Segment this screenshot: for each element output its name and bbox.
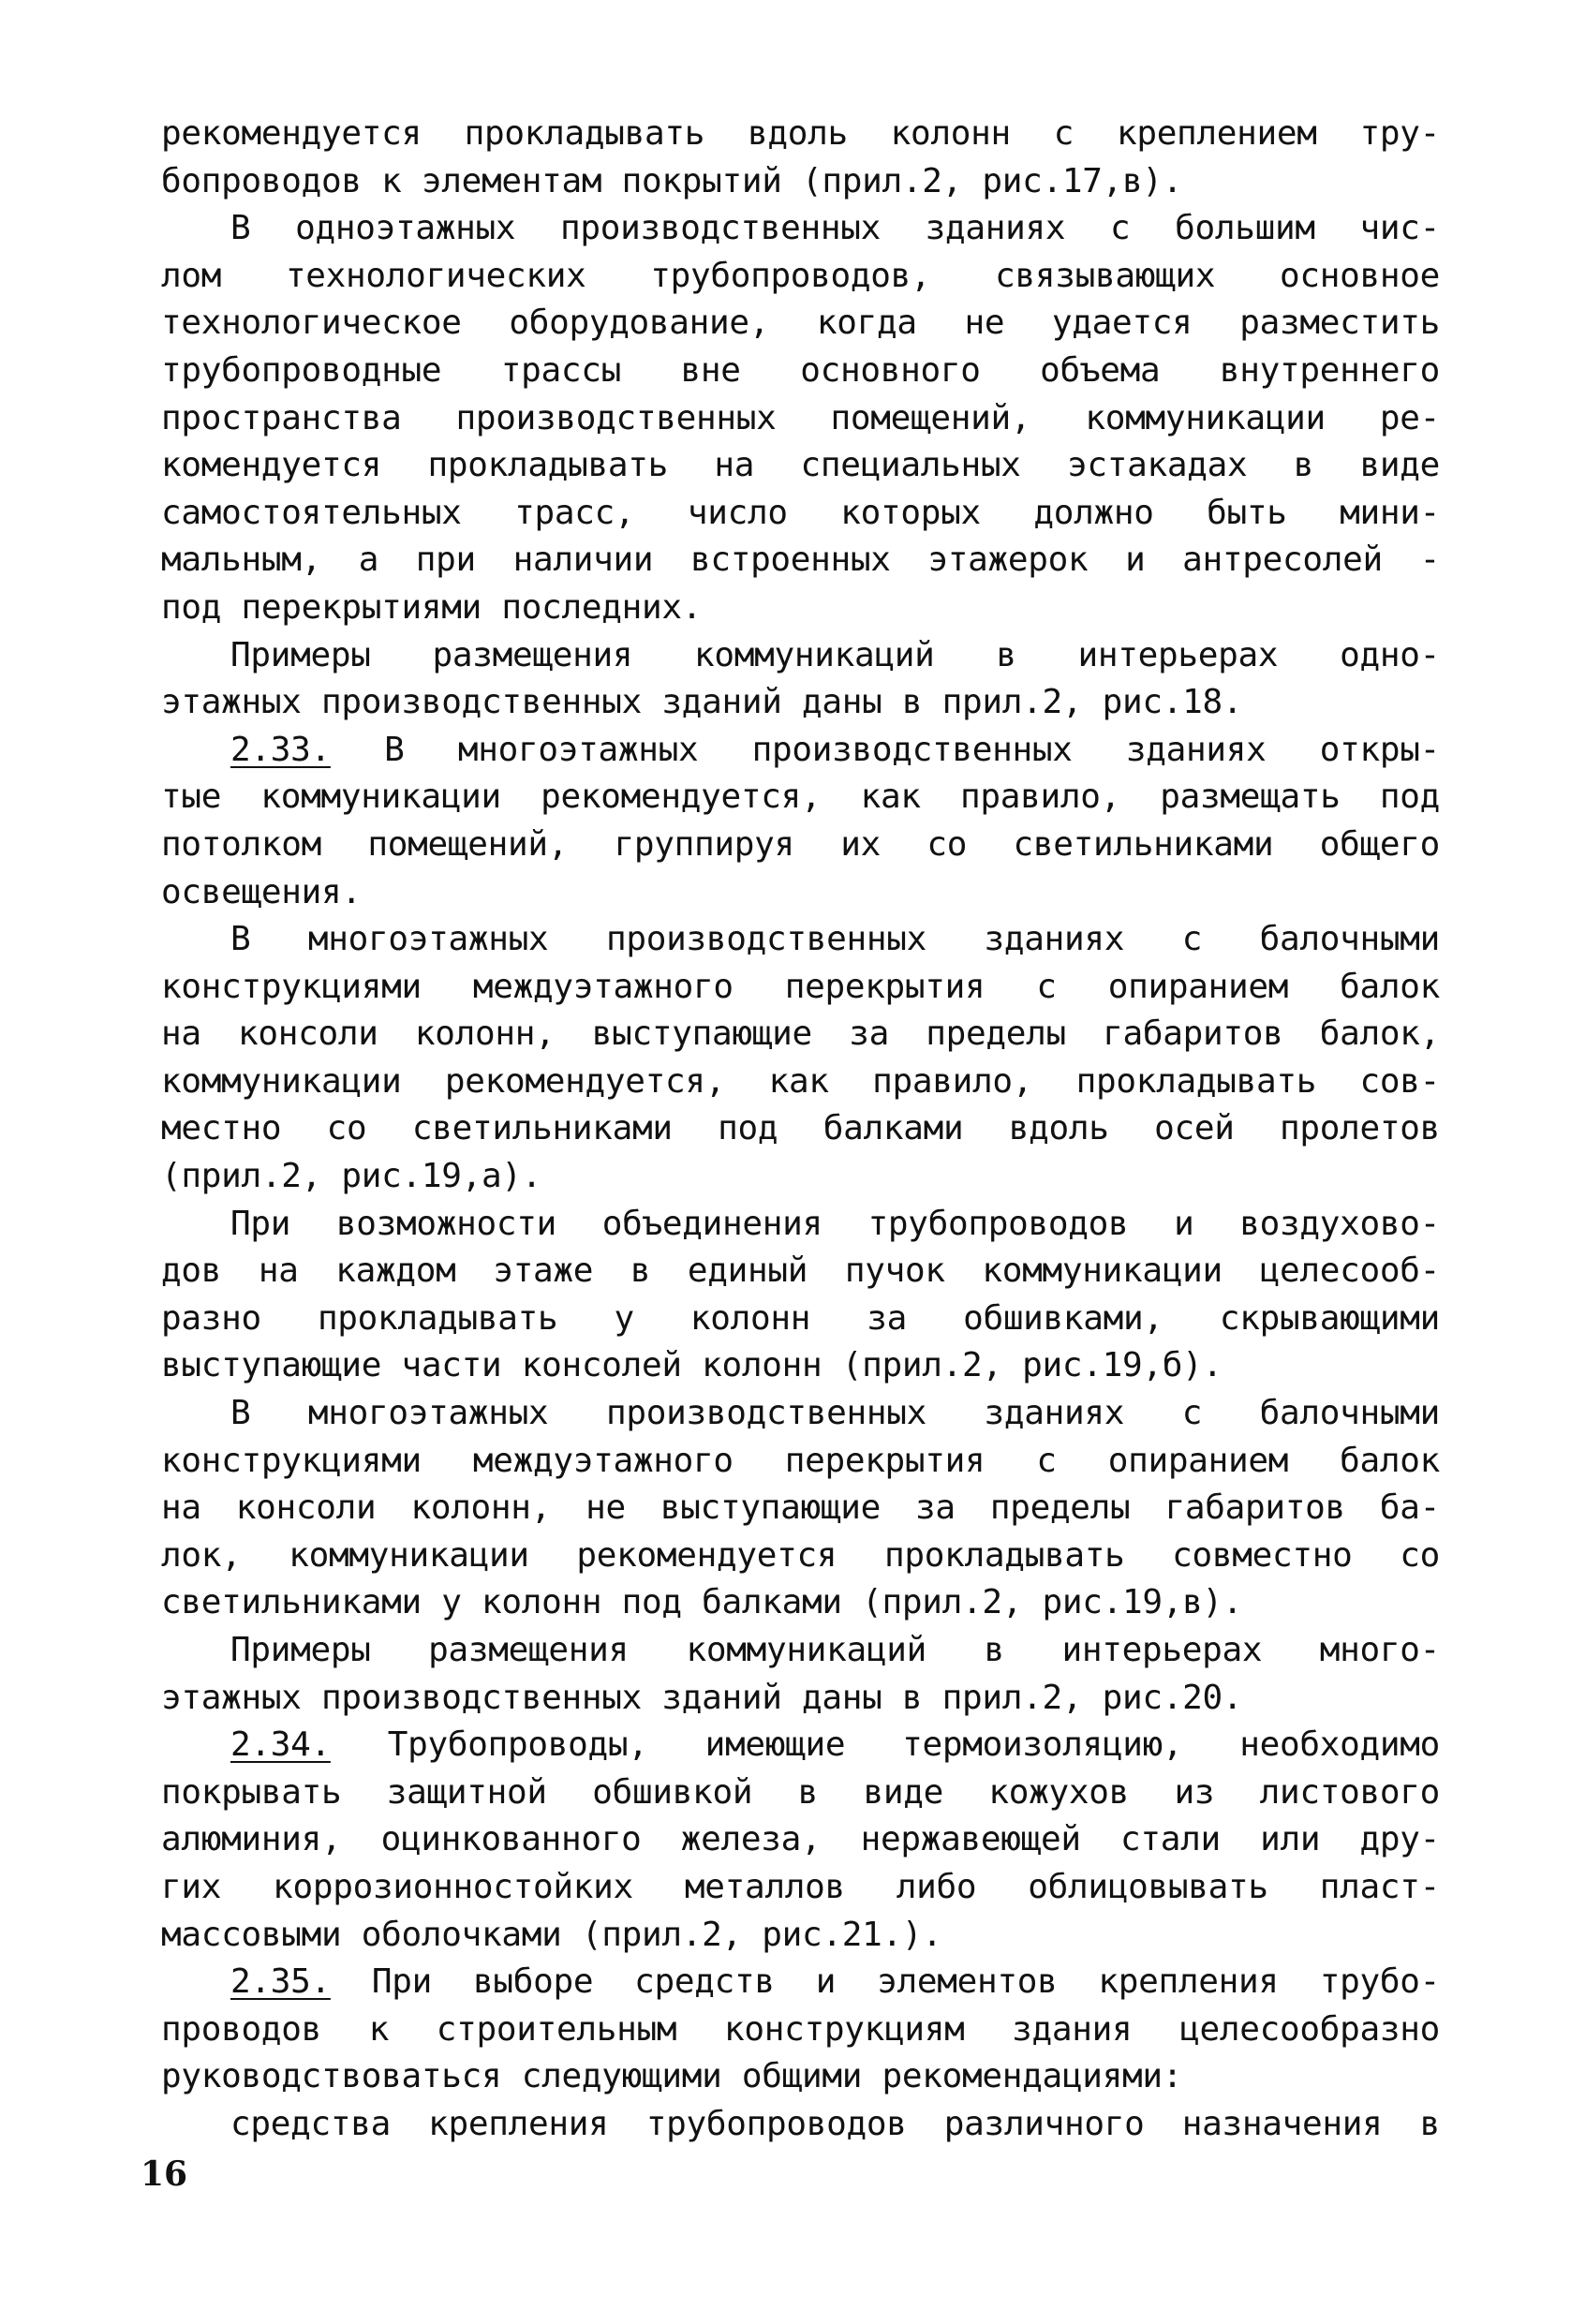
text-line: на консоли колонн, не выступающие за пределы габаритов ба- — [161, 1488, 1440, 1528]
text-line: комендуется прокладывать на специальных эстакадах в виде — [161, 446, 1440, 485]
text-line: проводов к строительным конструкциям здания целесообразно — [161, 2009, 1440, 2049]
text-line: тые коммуникации рекомендуется, как правило, размещать под — [161, 777, 1440, 817]
paragraph-start: В одноэтажных производственных зданиях с большим чис- — [230, 209, 1440, 248]
text-line: пространства производственных помещений, коммуникации ре- — [161, 398, 1440, 437]
text-line: лом технологических трубопроводов, связывающих основное — [161, 256, 1440, 295]
section-text: В многоэтажных производственных зданиях откры- — [384, 730, 1441, 769]
text-line: самостоятельных трасс, число которых должно быть мини- — [161, 493, 1440, 532]
section-number-2-35: 2.35. — [230, 1962, 331, 2002]
section-number-2-33: 2.33. — [230, 730, 331, 769]
section-paragraph-start — [161, 1959, 1440, 2006]
text-line: лок, коммуникации рекомендуется прокладывать совместно со — [161, 1535, 1440, 1575]
text-line: трубопроводные трассы вне основного объема внутреннего — [161, 350, 1440, 390]
text-line: на консоли колонн, выступающие за пределы габаритов балок, — [161, 1014, 1440, 1054]
text-line: светильниками у колонн под балками (прил.2, рис.19,в). — [161, 1583, 1243, 1622]
text-line: рекомендуется прокладывать вдоль колонн с креплением тру- — [161, 114, 1440, 153]
text-line: массовыми оболочками (прил.2, рис.21.). — [161, 1915, 942, 1954]
text-line: гих коррозионностойких металлов либо облицовывать пласт- — [161, 1867, 1440, 1906]
text-line: технологическое оборудование, когда не удается разместить — [161, 303, 1440, 343]
section-paragraph-start — [161, 1722, 1440, 1769]
paragraph-start: Примеры размещения коммуникаций в интерьерах одно- — [230, 635, 1440, 674]
text-line: под перекрытиями последних. — [161, 587, 703, 627]
section-text: Трубопроводы, имеющие термоизоляцию, необходимо — [387, 1725, 1440, 1765]
text-line: выступающие части консолей колонн (прил.2, рис.19,б). — [161, 1346, 1223, 1385]
text-line: местно со светильниками под балками вдоль осей пролетов — [161, 1109, 1440, 1148]
text-line: (прил.2, рис.19,а). — [161, 1157, 542, 1196]
text-line: потолком помещений, группируя их со светильниками общего — [161, 824, 1440, 864]
text-line: мальным, а при наличии встроенных этажерок и антресолей - — [161, 540, 1440, 580]
paragraph-start: При возможности объединения трубопроводов и воздухово- — [230, 1204, 1440, 1243]
section-text: При выборе средств и элементов крепления трубо- — [371, 1962, 1441, 2002]
paragraph-start: средства крепления трубопроводов различного назначения в — [230, 2104, 1440, 2143]
text-line: бопроводов к элементам покрытий (прил.2, рис.17,в). — [161, 161, 1183, 200]
paragraph-start: В многоэтажных производственных зданиях с балочными — [230, 920, 1440, 959]
text-line: конструкциями междуэтажного перекрытия с опиранием балок — [161, 1441, 1440, 1480]
section-paragraph-start — [161, 727, 1440, 775]
text-line: коммуникации рекомендуется, как правило, прокладывать сов- — [161, 1061, 1440, 1101]
paragraph-start: В многоэтажных производственных зданиях с балочными — [230, 1394, 1440, 1433]
paragraph-start: Примеры размещения коммуникаций в интерьерах много- — [230, 1631, 1440, 1669]
text-line: руководствоваться следующими общими рекомендациями: — [161, 2057, 1183, 2096]
page-number: 16 — [141, 2154, 188, 2194]
text-line: освещения. — [161, 872, 362, 911]
text-line: разно прокладывать у колонн за обшивками, скрывающими — [161, 1298, 1440, 1338]
text-line: алюминия, оцинкованного железа, нержавеющей стали или дру- — [161, 1820, 1440, 1859]
text-line: этажных производственных зданий даны в прил.2, рис.20. — [161, 1678, 1243, 1717]
text-line: этажных производственных зданий даны в прил.2, рис.18. — [161, 683, 1243, 722]
text-line: конструкциями междуэтажного перекрытия с опиранием балок — [161, 967, 1440, 1006]
text-line: дов на каждом этаже в единый пучок коммуникации целесооб- — [161, 1251, 1440, 1291]
body-text — [161, 111, 1440, 2149]
text-line: покрывать защитной обшивкой в виде кожухов из листового — [161, 1772, 1440, 1812]
section-number-2-34: 2.34. — [230, 1725, 331, 1765]
